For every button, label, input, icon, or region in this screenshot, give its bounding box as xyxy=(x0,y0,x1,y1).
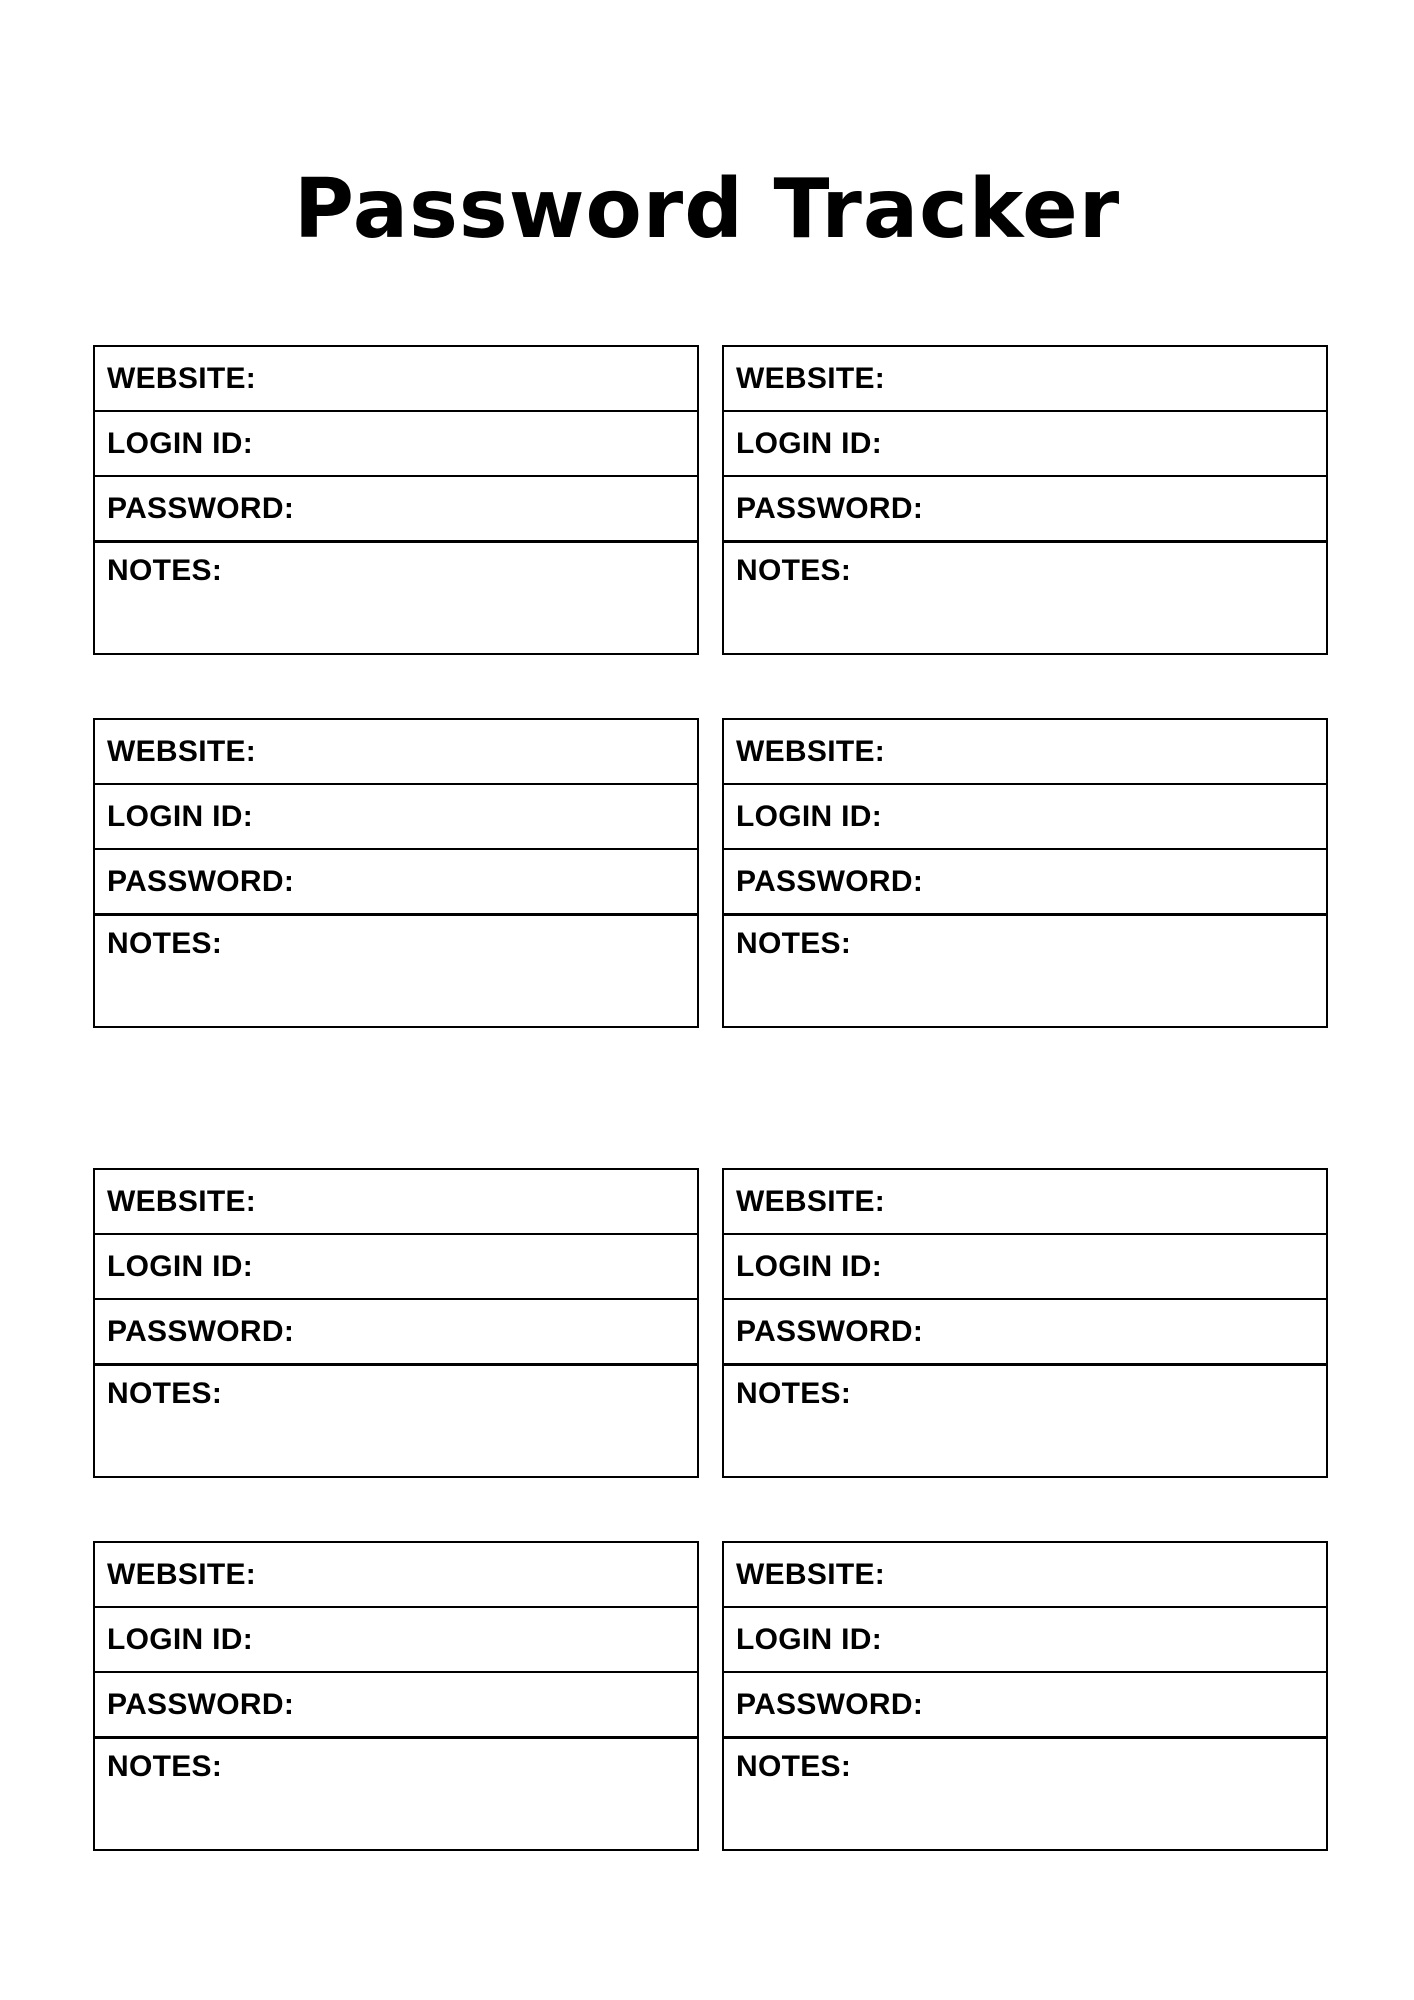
website-field[interactable]: WEBSITE: xyxy=(95,347,697,412)
website-field[interactable]: WEBSITE: xyxy=(724,720,1326,785)
login-id-field[interactable]: LOGIN ID: xyxy=(724,1608,1326,1673)
password-field[interactable]: PASSWORD: xyxy=(724,1300,1326,1365)
website-field[interactable]: WEBSITE: xyxy=(724,347,1326,412)
password-card xyxy=(93,1541,699,1851)
password-card xyxy=(93,1168,699,1478)
password-field[interactable]: PASSWORD: xyxy=(95,1673,697,1738)
notes-field[interactable]: NOTES: xyxy=(724,542,1326,589)
website-field[interactable]: WEBSITE: xyxy=(724,1170,1326,1235)
login-id-field[interactable]: LOGIN ID: xyxy=(95,1235,697,1300)
login-id-field[interactable]: LOGIN ID: xyxy=(95,1608,697,1673)
notes-field[interactable]: NOTES: xyxy=(724,1738,1326,1785)
notes-field[interactable]: NOTES: xyxy=(95,915,697,962)
website-field[interactable]: WEBSITE: xyxy=(95,1543,697,1608)
login-id-field[interactable]: LOGIN ID: xyxy=(724,412,1326,477)
page-title: Password Tracker xyxy=(293,162,1121,257)
website-field[interactable]: WEBSITE: xyxy=(95,720,697,785)
password-field[interactable]: PASSWORD: xyxy=(95,477,697,542)
website-field[interactable]: WEBSITE: xyxy=(724,1543,1326,1608)
notes-field[interactable]: NOTES: xyxy=(724,915,1326,962)
login-id-field[interactable]: LOGIN ID: xyxy=(95,412,697,477)
password-card xyxy=(93,345,699,655)
website-field[interactable]: WEBSITE: xyxy=(95,1170,697,1235)
password-card xyxy=(722,1541,1328,1851)
notes-field[interactable]: NOTES: xyxy=(95,1365,697,1412)
password-field[interactable]: PASSWORD: xyxy=(724,477,1326,542)
password-card xyxy=(722,1168,1328,1478)
password-card xyxy=(93,718,699,1028)
password-field[interactable]: PASSWORD: xyxy=(724,1673,1326,1738)
notes-field[interactable]: NOTES: xyxy=(95,1738,697,1785)
notes-field[interactable]: NOTES: xyxy=(95,542,697,589)
login-id-field[interactable]: LOGIN ID: xyxy=(95,785,697,850)
login-id-field[interactable]: LOGIN ID: xyxy=(724,1235,1326,1300)
login-id-field[interactable]: LOGIN ID: xyxy=(724,785,1326,850)
password-field[interactable]: PASSWORD: xyxy=(95,1300,697,1365)
password-field[interactable]: PASSWORD: xyxy=(724,850,1326,915)
password-card xyxy=(722,345,1328,655)
password-card xyxy=(722,718,1328,1028)
notes-field[interactable]: NOTES: xyxy=(724,1365,1326,1412)
password-field[interactable]: PASSWORD: xyxy=(95,850,697,915)
